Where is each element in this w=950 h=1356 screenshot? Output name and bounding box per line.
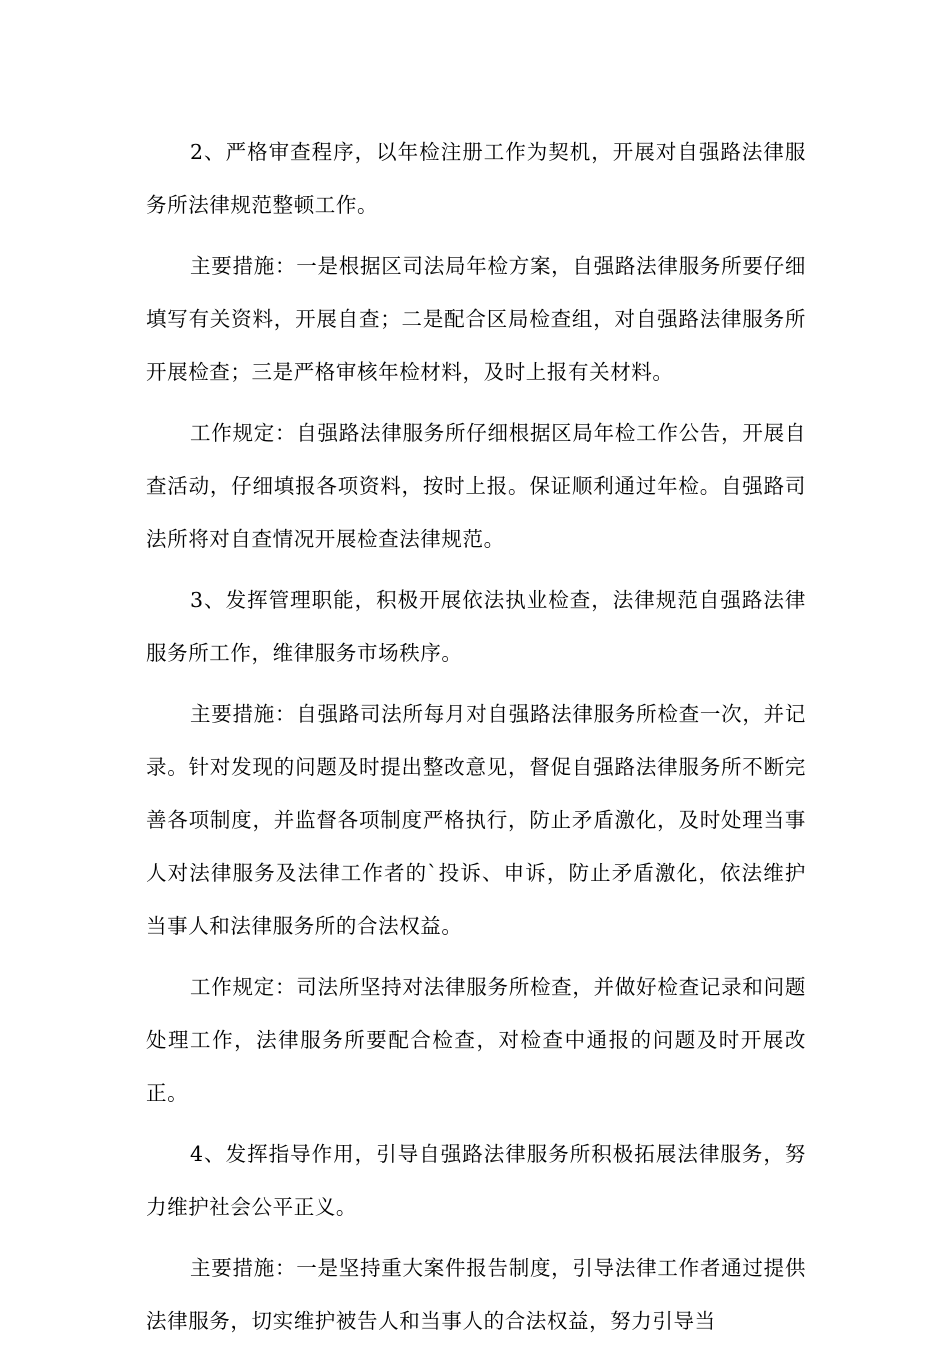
document-body [146, 126, 806, 1356]
paragraph-work-requirements-1: 工作规定：自强路法律服务所仔细根据区局年检工作公告，开展自查活动，仔细填报各项资料，按时上报。保证顺利通过年检。自强路司法所将对自查情况开展检查法律规范。 [146, 421, 806, 551]
paragraph-main-measures-2: 主要措施：自强路司法所每月对自强路法律服务所检查一次，并记录。针对发现的问题及时提出整改意见，督促自强路法律服务所不断完善各项制度，并监督各项制度严格执行，防止矛盾激化，及时处理当事人对法律服务及法律工作者的`投诉、申诉，防止矛盾激化，依法维护当事人和法律服务所的合法权益。 [146, 702, 806, 938]
paragraph-section-4-heading: 4、发挥指导作用，引导自强路法律服务所积极拓展法律服务，努力维护社会公平正义。 [146, 1142, 806, 1219]
paragraph-section-2-heading: 2、严格审查程序，以年检注册工作为契机，开展对自强路法律服务所法律规范整顿工作。 [146, 140, 806, 217]
paragraph-section-3-heading: 3、发挥管理职能，积极开展依法执业检查，法律规范自强路法律服务所工作，维律服务市场秩序。 [146, 588, 806, 665]
paragraph-work-requirements-2: 工作规定：司法所坚持对法律服务所检查，并做好检查记录和问题处理工作，法律服务所要配合检查，对检查中通报的问题及时开展改正。 [146, 975, 806, 1105]
paragraph-main-measures-3: 主要措施：一是坚持重大案件报告制度，引导法律工作者通过提供法律服务，切实维护被告人和当事人的合法权益，努力引导当 [146, 1256, 806, 1333]
paragraph-main-measures-1: 主要措施：一是根据区司法局年检方案，自强路法律服务所要仔细填写有关资料，开展自查；二是配合区局检查组，对自强路法律服务所开展检查；三是严格审核年检材料，及时上报有关材料。 [146, 254, 806, 384]
